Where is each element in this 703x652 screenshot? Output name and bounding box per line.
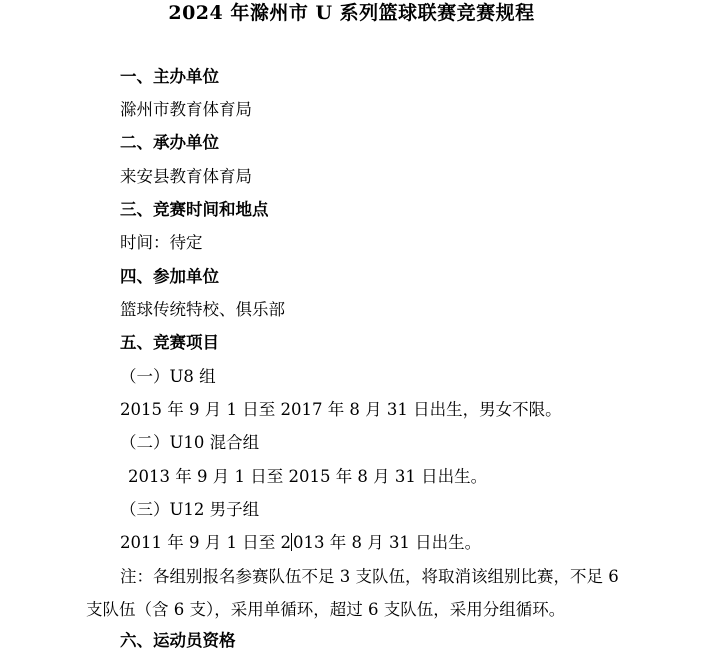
group-body-u12-part1: 2011 年 9 月 1 日至 2 <box>120 533 291 552</box>
section-body-time: 时间：待定 <box>120 233 203 252</box>
section-body-host: 来安县教育体育局 <box>120 167 252 186</box>
group-body-u10: 2013 年 9 月 1 日至 2015 年 8 月 31 日出生。 <box>128 467 488 486</box>
section-heading-athlete-eligibility: 六、运动员资格 <box>120 631 236 650</box>
group-body-u12 <box>120 532 481 554</box>
group-body-u12-part2: 013 年 8 月 31 日出生。 <box>292 533 482 552</box>
section-body-organizer: 滁州市教育体育局 <box>120 100 252 119</box>
group-body-u8: 2015 年 9 月 1 日至 2017 年 8 月 31 日出生，男女不限。 <box>120 400 562 419</box>
note-line-2: 支队伍（含 6 支），采用单循环，超过 6 支队伍，采用分组循环。 <box>86 600 566 619</box>
note-line-1: 注：各组别报名参赛队伍不足 3 支队伍，将取消该组别比赛，不足 6 <box>120 567 619 586</box>
section-heading-events: 五、竞赛项目 <box>120 333 219 352</box>
section-heading-host: 二、承办单位 <box>120 133 219 152</box>
group-label-u10: （二）U10 混合组 <box>120 433 260 452</box>
group-label-u12: （三）U12 男子组 <box>120 500 260 519</box>
section-heading-participants: 四、参加单位 <box>120 267 219 286</box>
group-label-u8: （一）U8 组 <box>120 367 216 386</box>
section-body-participants: 篮球传统特校、俱乐部 <box>120 300 285 319</box>
section-heading-organizer: 一、主办单位 <box>120 67 219 86</box>
section-heading-time-place: 三、竞赛时间和地点 <box>120 200 269 219</box>
document-title: 2024 年滁州市 U 系列篮球联赛竞赛规程 <box>168 2 535 24</box>
